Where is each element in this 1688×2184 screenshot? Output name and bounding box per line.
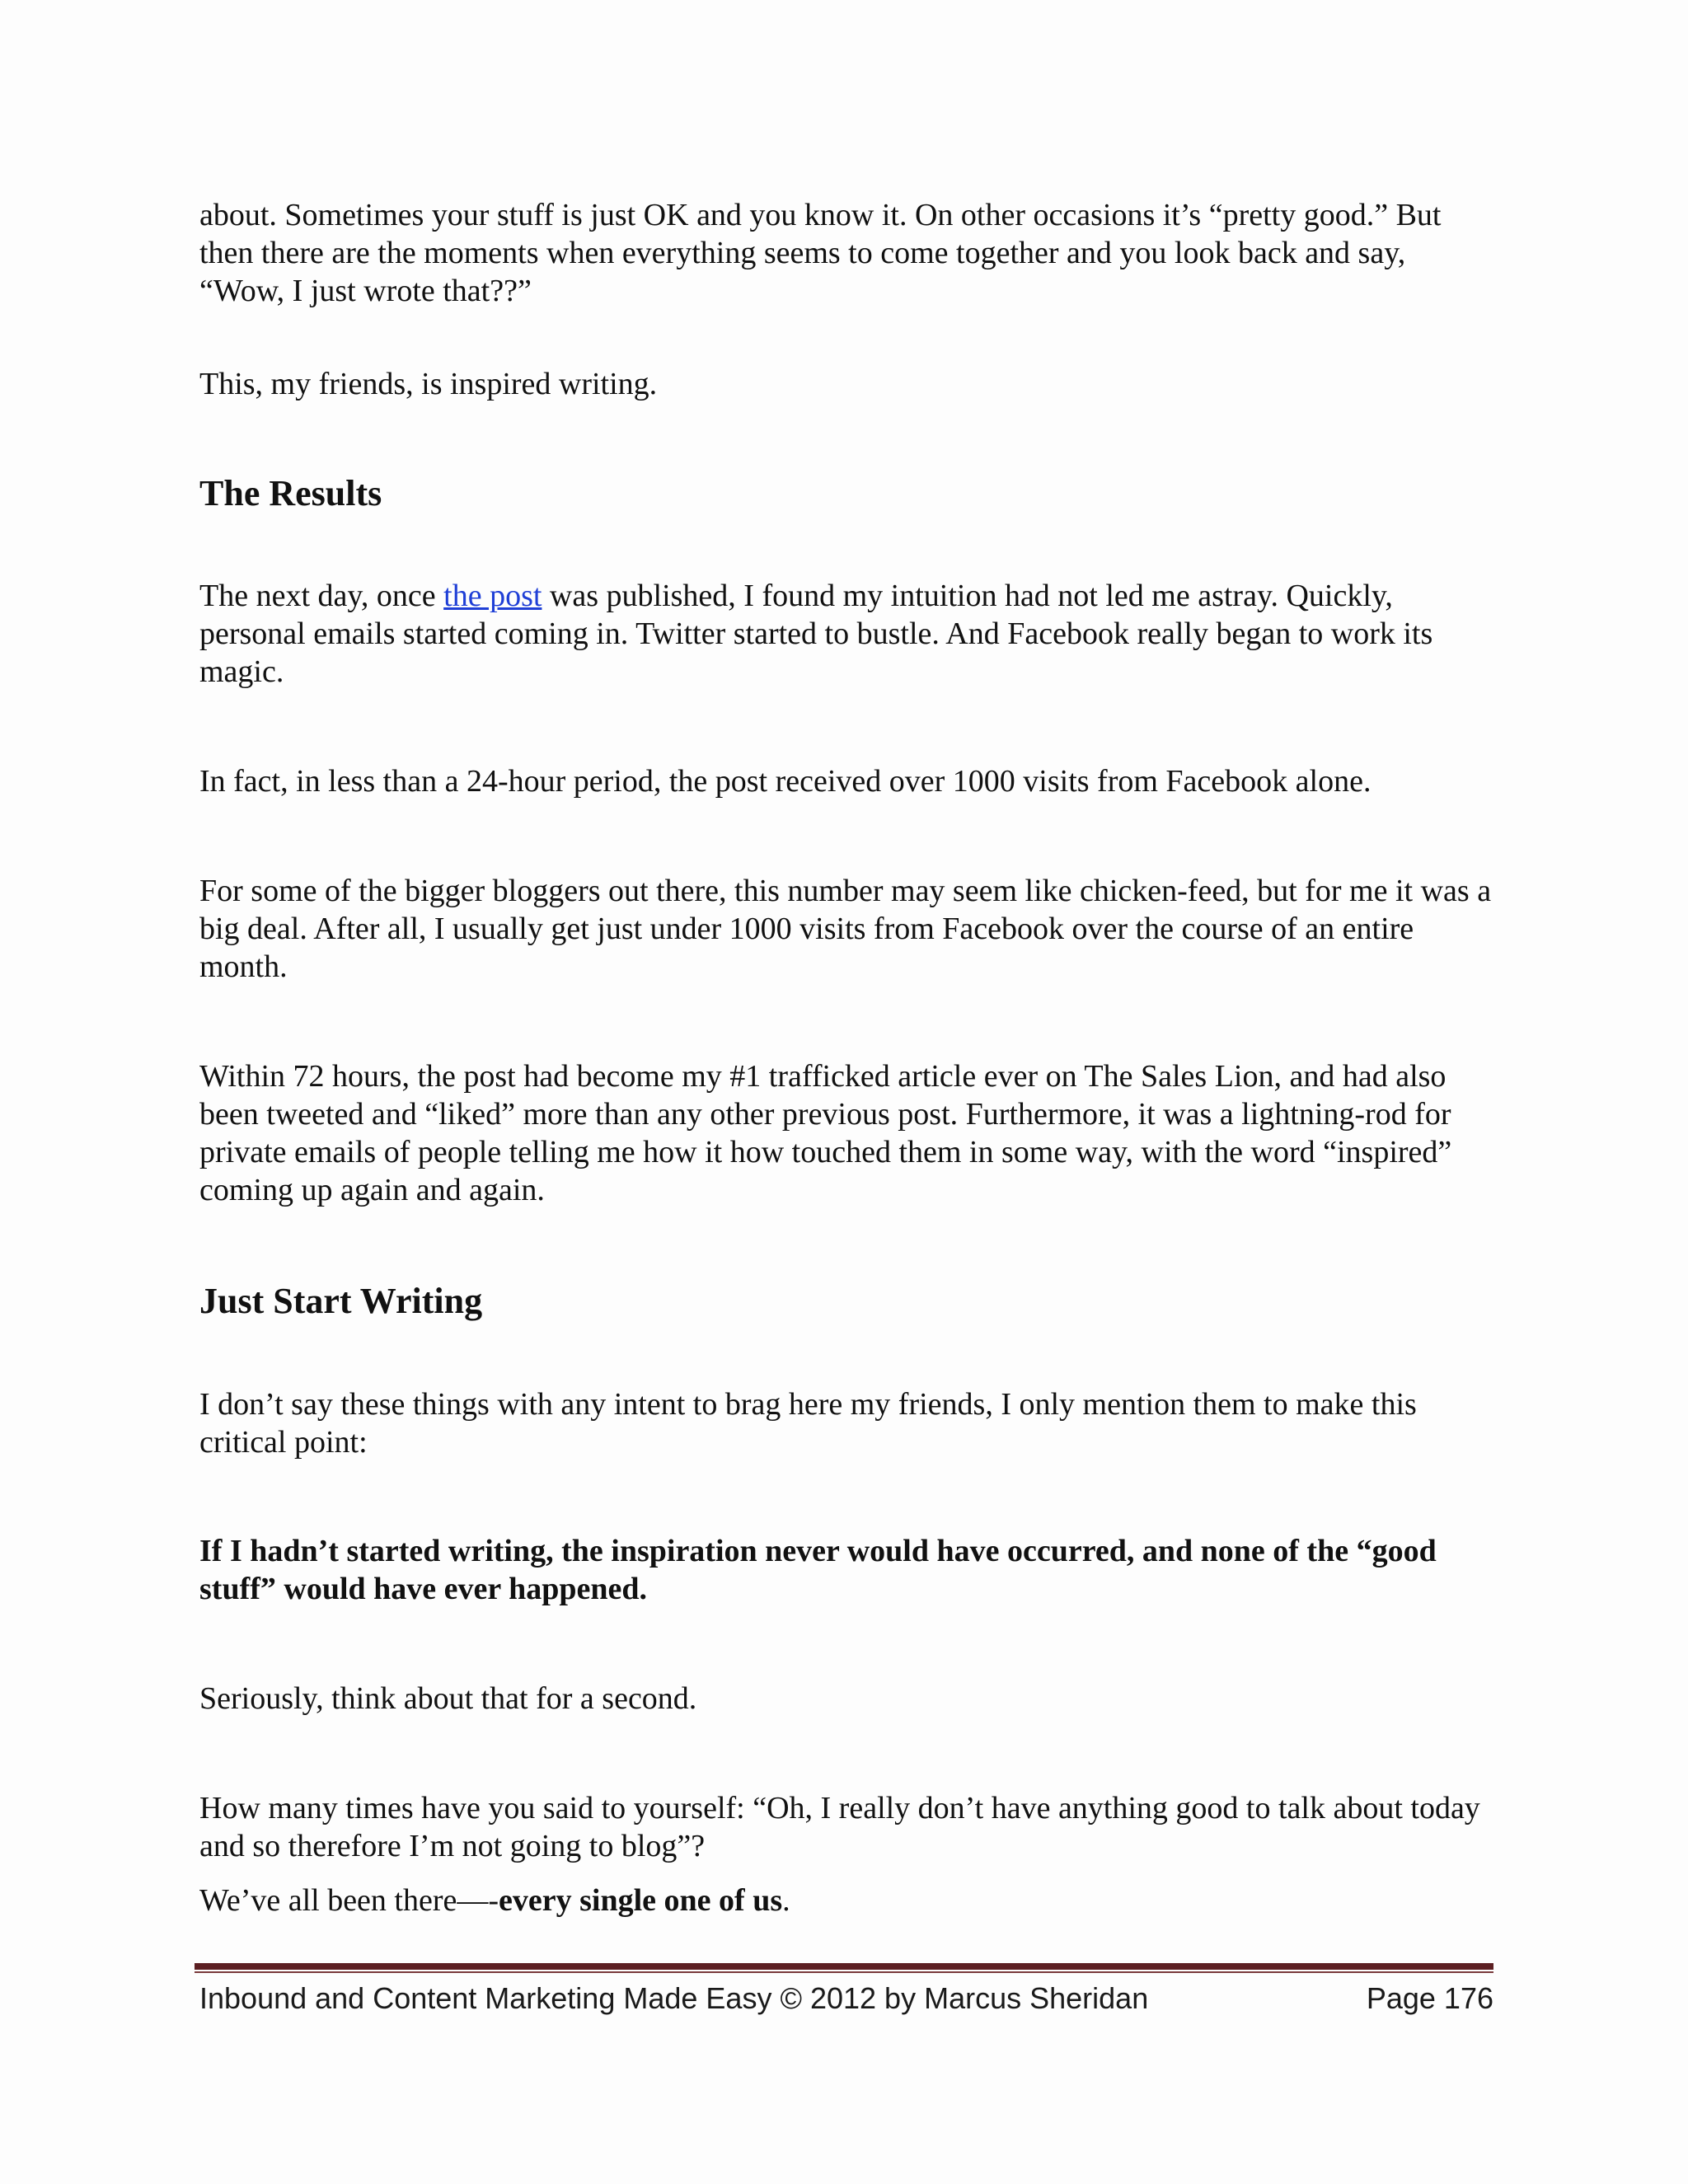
- paragraph-bigger-bloggers: For some of the bigger bloggers out there, this number may seem like chicken-feed, but for me it was a big deal. After all, I usually get just under 1000 visits from Facebook over the course of an entire month.: [199, 874, 1492, 984]
- page-content: [199, 196, 1493, 1919]
- paragraph-72-hours: Within 72 hours, the post had become my #1 trafficked article ever on The Sales Lion, and had also been tweeted and “liked” more than any other previous post. Furthermore, it was a lightning-rod for private emails of people telling me how it how touched them in some way, with the word “inspired” coming up again and again.: [199, 1059, 1452, 1207]
- paragraph-24-hour: In fact, in less than a 24-hour period, the post received over 1000 visits from Facebook alone.: [199, 764, 1372, 799]
- paragraph-all-been-there: We’ve all been there—-every single one of us.: [199, 1883, 790, 1918]
- paragraph-key-point: If I hadn’t started writing, the inspiration never would have occurred, and none of the “good stuff” would have ever happened.: [199, 1534, 1437, 1606]
- footer-rule-thin: [195, 1971, 1493, 1973]
- heading-the-results: The Results: [199, 473, 382, 513]
- the-post-link[interactable]: the post: [443, 579, 542, 613]
- page-footer: [199, 1978, 1493, 2019]
- footer-book-credit: Inbound and Content Marketing Made Easy © 2012 by Marcus Sheridan: [199, 1981, 1149, 2015]
- paragraph-not-to-brag: I don’t say these things with any intent to brag here my friends, I only mention them to make this critical point:: [199, 1387, 1417, 1460]
- paragraph-inspired-writing: This, my friends, is inspired writing.: [199, 367, 658, 401]
- footer-page-number: Page 176: [1366, 1981, 1493, 2015]
- paragraph-how-many-times: How many times have you said to yourself: “Oh, I really don’t have anything good to talk about today and so therefore I’m not going to blog”?: [199, 1791, 1480, 1863]
- paragraph-inspiration-intro: about. Sometimes your stuff is just OK and you know it. On other occasions it’s “pretty good.” But then there are the moments when everything seems to come together and you look back and say, “Wow, I just wrote that??”: [199, 198, 1442, 308]
- paragraph-next-day: The next day, once the post was published, I found my intuition had not led me astray. Quickly, personal emails started coming in. Twitter started to bustle. And Facebook really began to work its magic.: [199, 579, 1433, 689]
- paragraph-seriously: Seriously, think about that for a second.: [199, 1681, 697, 1716]
- heading-just-start-writing: Just Start Writing: [199, 1281, 483, 1321]
- footer-rule: [195, 1963, 1493, 1970]
